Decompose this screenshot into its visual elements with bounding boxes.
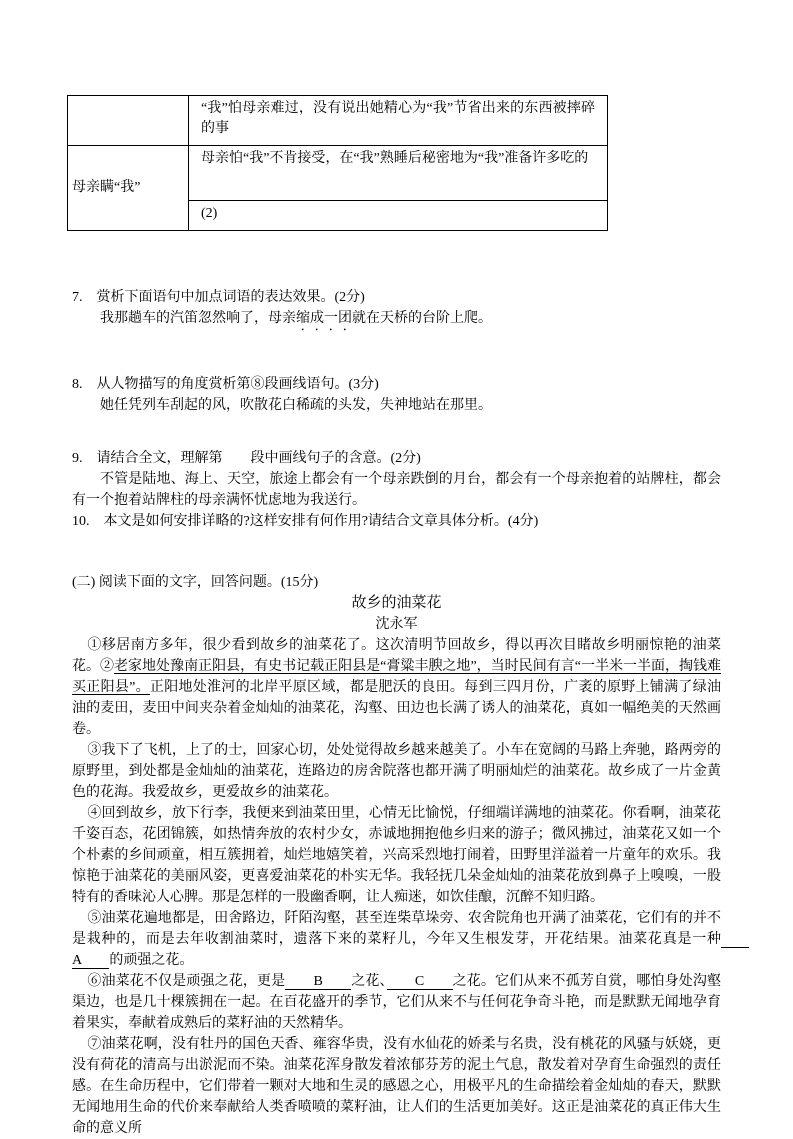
- passage-paragraph-1-2: [72, 635, 721, 740]
- text-segment: 正阳地处淮河的北岸平原区域，都是肥沃的良田。每到三四月份，广袤的原野上铺满了绿油油的麦田，麦田中间夹杂着金灿灿的油菜花，沟壑、田边也长满了诱人的油菜花，真如一幅绝美的天然画卷。: [72, 680, 721, 737]
- question-9-stem: 9. 请结合全文，理解第 段中画线句子的含意。(2分): [72, 451, 421, 466]
- table-cell-empty: [68, 96, 189, 146]
- text-segment: ⑤油菜花遍地都是，田舍路边，阡陌沟壑，甚至连柴草垛旁、农舍院角也开满了油菜花，它们有的并不是栽种的，而是去年收割油菜时，遗落下来的菜籽儿，今年又生根发芽，开花结果。油菜花真是一种: [72, 911, 721, 947]
- question-10: [72, 511, 721, 532]
- summary-table: [67, 95, 608, 231]
- passage-author: 沈永军: [375, 617, 418, 632]
- question-9: [72, 448, 721, 511]
- passage-paragraph-6: [72, 971, 721, 1034]
- text-segment: 的顽强之花。: [109, 953, 194, 968]
- passage-paragraph-3: ③我下了飞机，上了的士，回家心切，处处觉得故乡越来越美了。小车在宽阔的马路上奔驰，路两旁的原野里，到处都是金灿灿的油菜花，连路边的房舍院落也都开满了明丽灿烂的油菜花。故乡成了一片金黄色的花海。我爱故乡，更爱故乡的油菜花。: [72, 743, 721, 800]
- reading-section-2: [72, 572, 749, 1139]
- text-segment: ⑥油菜花不仅是顽强之花，更是: [87, 974, 286, 989]
- question-9-quote: 不管是陆地、海上、天空，旅途上都会有一个母亲跌倒的月台，都会有一个母亲抱着的站牌柱，都会有一个抱着站牌柱的母亲满怀忧虑地为我送行。: [72, 472, 721, 508]
- passage-paragraph-4: ④回到故乡，放下行李，我便来到油菜田里，心情无比愉悦，仔细端详满地的油菜花。你看啊，油菜花千姿百态，花团锦簇，如热情奔放的农村少女，赤诚地拥抱他乡归来的游子；微风拂过，油菜花又如一个个朴素的乡间顽童，相互簇拥着，灿烂地嬉笑着，兴高采烈地打闹着，田野里洋溢着一片童年的欢乐。我惊艳于油菜花的美丽风姿，更喜爱油菜花的朴实无华。我轻抚几朵金灿灿的油菜花放到鼻子上嗅嗅，一股特有的香味沁人心脾。那是怎样的一股幽香啊，让人痴迷，如饮佳酿，沉醉不知归路。: [72, 806, 721, 905]
- table-cell-content: 母亲怕“我”不肯接受，在“我”熟睡后秘密地为“我”准备许多吃的: [189, 146, 608, 201]
- dotted-emphasis-words: 缩成一团: [296, 311, 352, 326]
- passage-title: 故乡的油菜花: [351, 595, 442, 611]
- table-row: [68, 146, 608, 201]
- question-7: [72, 287, 721, 334]
- question-10-stem: 10. 本文是如何安排详略的?这样安排有何作用?请结合文章具体分析。(4分): [72, 514, 539, 529]
- text-segment: 之花。它们从来不孤芳自赏，哪怕身处沟壑渠边，也是几十棵簇拥在一起。在百花盛开的季节，它们从来不与任何花争奇斗艳，而是默默无闻地孕育着果实，奉献着成熟后的菜籽油的天然精华。: [72, 974, 722, 1031]
- text-segment: 之花、: [351, 974, 387, 989]
- table-cell-content: “我”怕母亲难过，没有说出她精心为“我”节省出来的东西被摔碎的事: [189, 96, 608, 146]
- passage-paragraph-5: [72, 908, 749, 971]
- question-8: [72, 374, 721, 416]
- text-segment: ①移居南方多年，很少看到故乡的油菜花了。这次清明节回故乡，得以再次目睹故乡明丽惊艳的油菜花。②: [72, 638, 721, 674]
- fill-blank-c: C: [386, 974, 453, 989]
- question-7-quote: [72, 308, 721, 334]
- table-cell-label: 母亲瞒“我”: [68, 146, 189, 231]
- table-row: [68, 96, 608, 146]
- question-7-stem: 7. 赏析下面语句中加点词语的表达效果。(2分): [72, 290, 365, 305]
- table-cell-content: (2): [189, 201, 608, 231]
- fill-blank-b: B: [285, 974, 352, 989]
- underlined-sentence: 老家地处豫南正阳县，有史书记载正阳县是“膏粱丰腴之地”，当时民间有言“一半米一半面，掏钱难买正阳县”。: [72, 659, 722, 695]
- question-8-quote: 她任凭列车刮起的风，吹散花白稀疏的头发，失神地站在那里。: [100, 398, 492, 413]
- quote-text: 就在天桥的台阶上爬。: [352, 311, 492, 326]
- fill-blank-a: A: [72, 932, 749, 968]
- question-8-stem: 8. 从人物描写的角度赏析第⑧段画线语句。(3分): [72, 377, 379, 392]
- quote-text: 我那趟车的汽笛忽然响了，母亲: [100, 311, 296, 326]
- passage-paragraph-7: ⑦油菜花啊，没有牡丹的国色天香、雍容华贵，没有水仙花的娇柔与名贵，没有桃花的风骚与妖娆，更没有荷花的清高与出淤泥而不染。油菜花浑身散发着浓郁芬芳的泥土气息，散发着对孕育生命强烈的责任感。在生命历程中，它们带着一颗对大地和生灵的感恩之心，用极平凡的生命描绘着金灿灿的春天，默默无闻地用生命的代价来奉献给人类香喷喷的菜籽油，让人们的生活更加美好。这正是油菜花的真正伟大生命的意义所: [72, 1037, 721, 1136]
- section-heading: (二) 阅读下面的文字，回答问题。(15分): [72, 575, 319, 590]
